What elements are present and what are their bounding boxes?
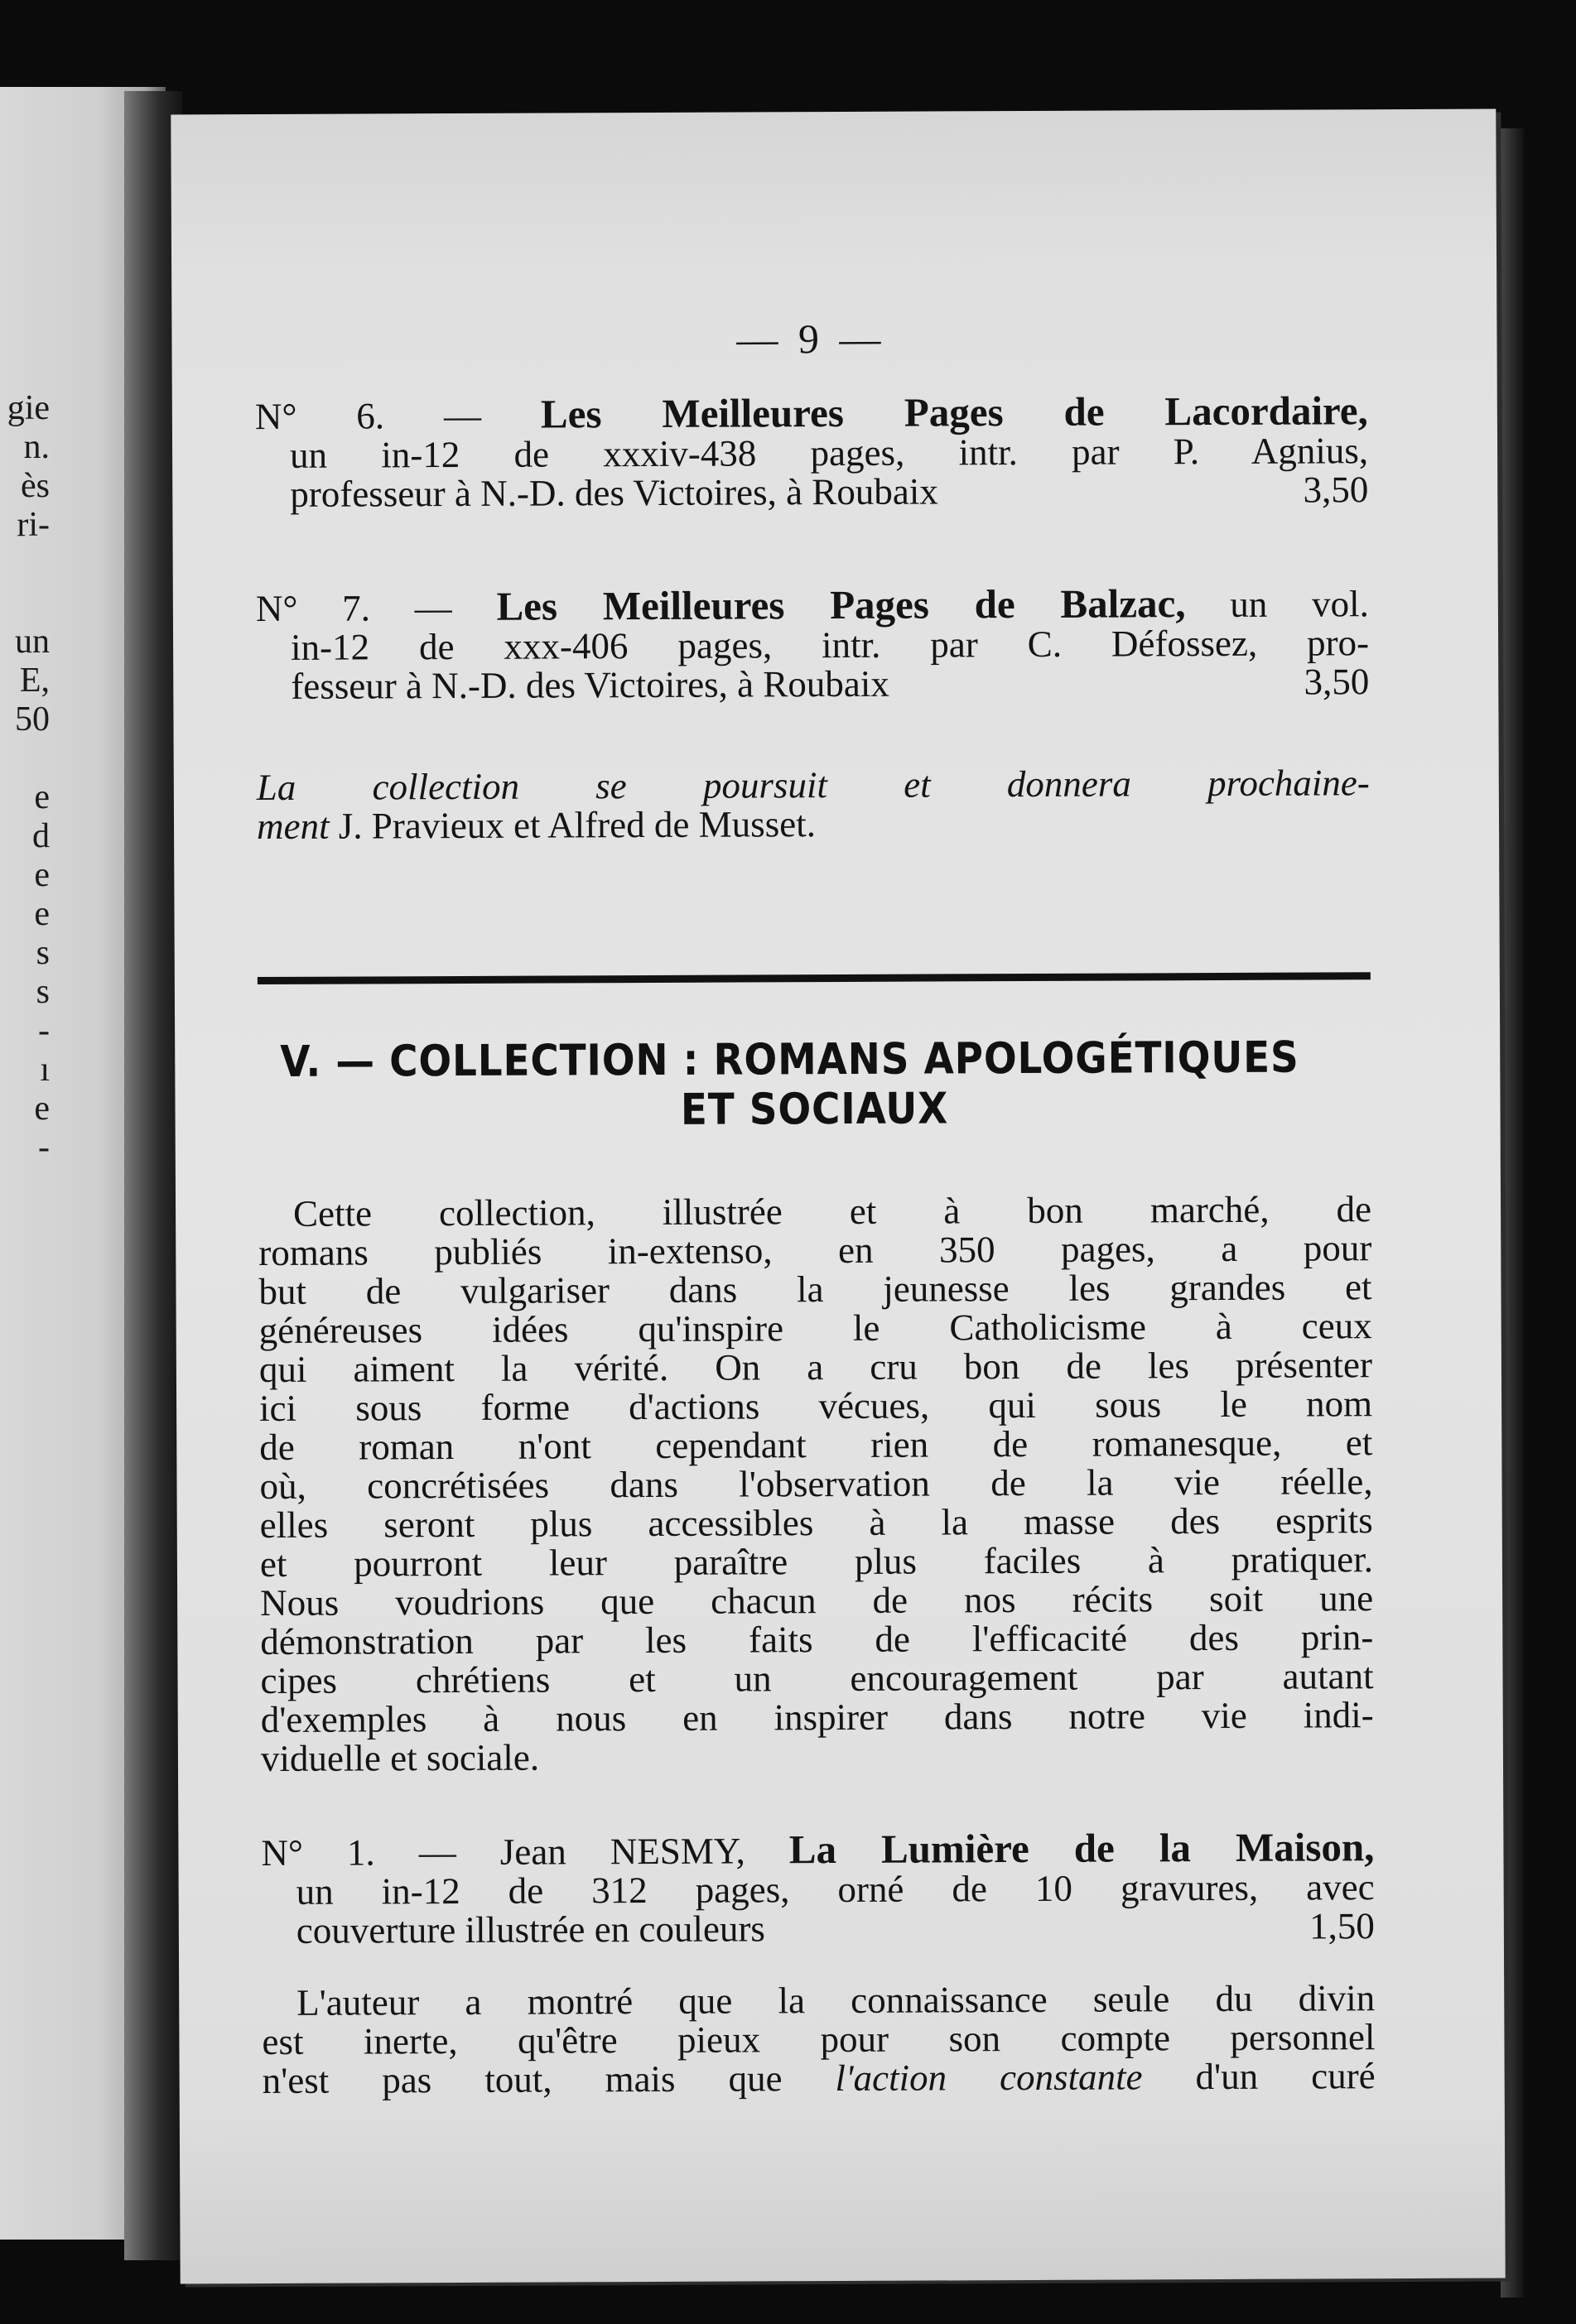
paragraph-line: d'exemples à nous en inspirer dans notre vie indi- [260, 1694, 1374, 1741]
page-content [253, 109, 1376, 2102]
facing-page-fragment: E, [19, 662, 50, 700]
facing-page-fragment [0, 545, 50, 584]
facing-page-fragment: e [34, 1090, 50, 1128]
entry-format: un vol. [1185, 583, 1369, 626]
facing-page-fragment: ès [21, 467, 50, 505]
facing-page-fragment [0, 584, 50, 623]
note-line [257, 802, 1370, 846]
facing-page-fragment: e [34, 778, 50, 816]
paragraph-line: de roman n'ont cependant rien de romanesque, et [259, 1422, 1373, 1469]
entry-price: 3,50 [1304, 661, 1370, 703]
note-line: La collection se poursuit et donnera prochaine- [256, 762, 1370, 809]
entry-number-author: N° 1. — Jean NESMY, [261, 1830, 789, 1874]
note-italic: ment [256, 805, 330, 848]
entry-description: fesseur à N.-D. des Victoires, à Roubaix [291, 662, 889, 707]
facing-page-fragment: - [38, 1012, 50, 1050]
facing-page-fragment: e [34, 895, 50, 933]
entry-number: N° 7. — [255, 586, 497, 630]
entry-line [262, 1907, 1375, 1951]
entry-line: un in-12 de xxxiv-438 pages, intr. par P. Agnius, [289, 430, 1369, 476]
paragraph-line: généreuses idées qu'inspire le Catholicisme à ceux [258, 1305, 1372, 1352]
facing-page-fragment: ı [40, 1051, 50, 1089]
facing-page-fragment: 50 [15, 700, 50, 739]
section-heading-line: V. — COLLECTION : ROMANS APOLOGÉTIQUES [280, 1032, 1299, 1087]
closing-text: d'un curé [1142, 2055, 1376, 2098]
facing-page-fragment: s [36, 934, 50, 972]
entry-title: Les Meilleures Pages de Balzac, [496, 580, 1186, 629]
entry-title: Les Meilleures Pages de Lacordaire, [540, 387, 1368, 437]
section-heading [258, 1032, 1371, 1137]
entry-title: La Lumière de la Maison, [788, 1824, 1375, 1873]
closing-paragraph [262, 1979, 1376, 2100]
paragraph-line: romans publiés in-extenso, en 350 pages, a pour [258, 1227, 1372, 1274]
facing-page-fragment [0, 739, 50, 778]
entry-line [254, 387, 1368, 438]
entry-description: professeur à N.-D. des Victoires, à Roubaix [290, 470, 938, 515]
page-edge-shadow [1501, 128, 1524, 2298]
entry-line: un in-12 de 312 pages, orné de 10 gravures, avec [296, 1866, 1375, 1913]
section-heading-line: ET SOCIAUX [680, 1084, 949, 1135]
entry-price: 3,50 [1303, 469, 1369, 511]
paragraph-line: elles seront plus accessibles à la masse des esprits [259, 1499, 1373, 1547]
paragraph-line: qui aiment la vérité. On a cru bon de les présenter [258, 1344, 1373, 1391]
facing-page-fragment: un [15, 623, 50, 661]
paragraph-line: Cette collection, illustrée et à bon marché, de [292, 1188, 1372, 1234]
paragraph-line: L'auteur a montré que la connaissance seule du divin [296, 1977, 1376, 2023]
page-number: — 9 — [736, 315, 886, 363]
entry-description: couverture illustrée en couleurs [296, 1908, 765, 1951]
paragraph-line: cipes chrétiens et un encouragement par autant [260, 1655, 1374, 1702]
paragraph-line: démonstration par les faits de l'efficacité des prin- [260, 1616, 1374, 1663]
facing-page-fragment: gie [7, 389, 50, 427]
facing-page-fragment: ri- [17, 506, 50, 544]
paragraph-line: où, concrétisées dans l'observation de la vie réelle, [259, 1460, 1373, 1508]
closing-text: n'est pas tout, mais que [262, 2057, 836, 2102]
closing-italic: l'action constante [835, 2056, 1143, 2100]
catalog-entry-6 [254, 387, 1369, 515]
entry-line: in-12 de xxx-406 pages, intr. par C. Défossez, pro- [290, 622, 1370, 668]
paragraph-line: viduelle et sociale. [260, 1736, 540, 1780]
intro-paragraph [258, 1190, 1374, 1778]
paragraph-line: ici sous forme d'actions vécues, qui sous le nom [259, 1383, 1373, 1430]
facing-page-fragment: d [32, 817, 50, 855]
facing-page-fragment: n. [23, 428, 50, 466]
paragraph-line: et pourront leur paraître plus faciles à pratiquer. [259, 1538, 1374, 1585]
book-page [171, 109, 1505, 2284]
facing-page-text-fragments [0, 389, 50, 1167]
paragraph-line [263, 2057, 1376, 2100]
facing-page-fragment: e [34, 856, 50, 894]
paragraph-line: est inerte, qu'être pieux pour son compte personnel [262, 2016, 1376, 2063]
entry-line [256, 662, 1369, 706]
note-authors: J. Pravieux et Alfred de Musset. [329, 803, 817, 847]
paragraph-line: but de vulgariser dans la jeunesse les grandes et [258, 1266, 1372, 1313]
entry-line [261, 1824, 1375, 1874]
facing-page-fragment: - [38, 1128, 50, 1167]
entry-number: N° 6. — [254, 394, 542, 438]
catalog-entry-7 [255, 580, 1370, 707]
facing-page-fragment: s [36, 973, 50, 1011]
section-divider [258, 972, 1371, 984]
entry-price: 1,50 [1309, 1905, 1375, 1947]
collection-note [257, 763, 1370, 846]
entry-line [255, 580, 1369, 630]
paragraph-line: Nous voudrions que chacun de nos récits soit une [260, 1577, 1374, 1624]
catalog-entry-1 [261, 1824, 1375, 1951]
entry-line [255, 470, 1368, 514]
